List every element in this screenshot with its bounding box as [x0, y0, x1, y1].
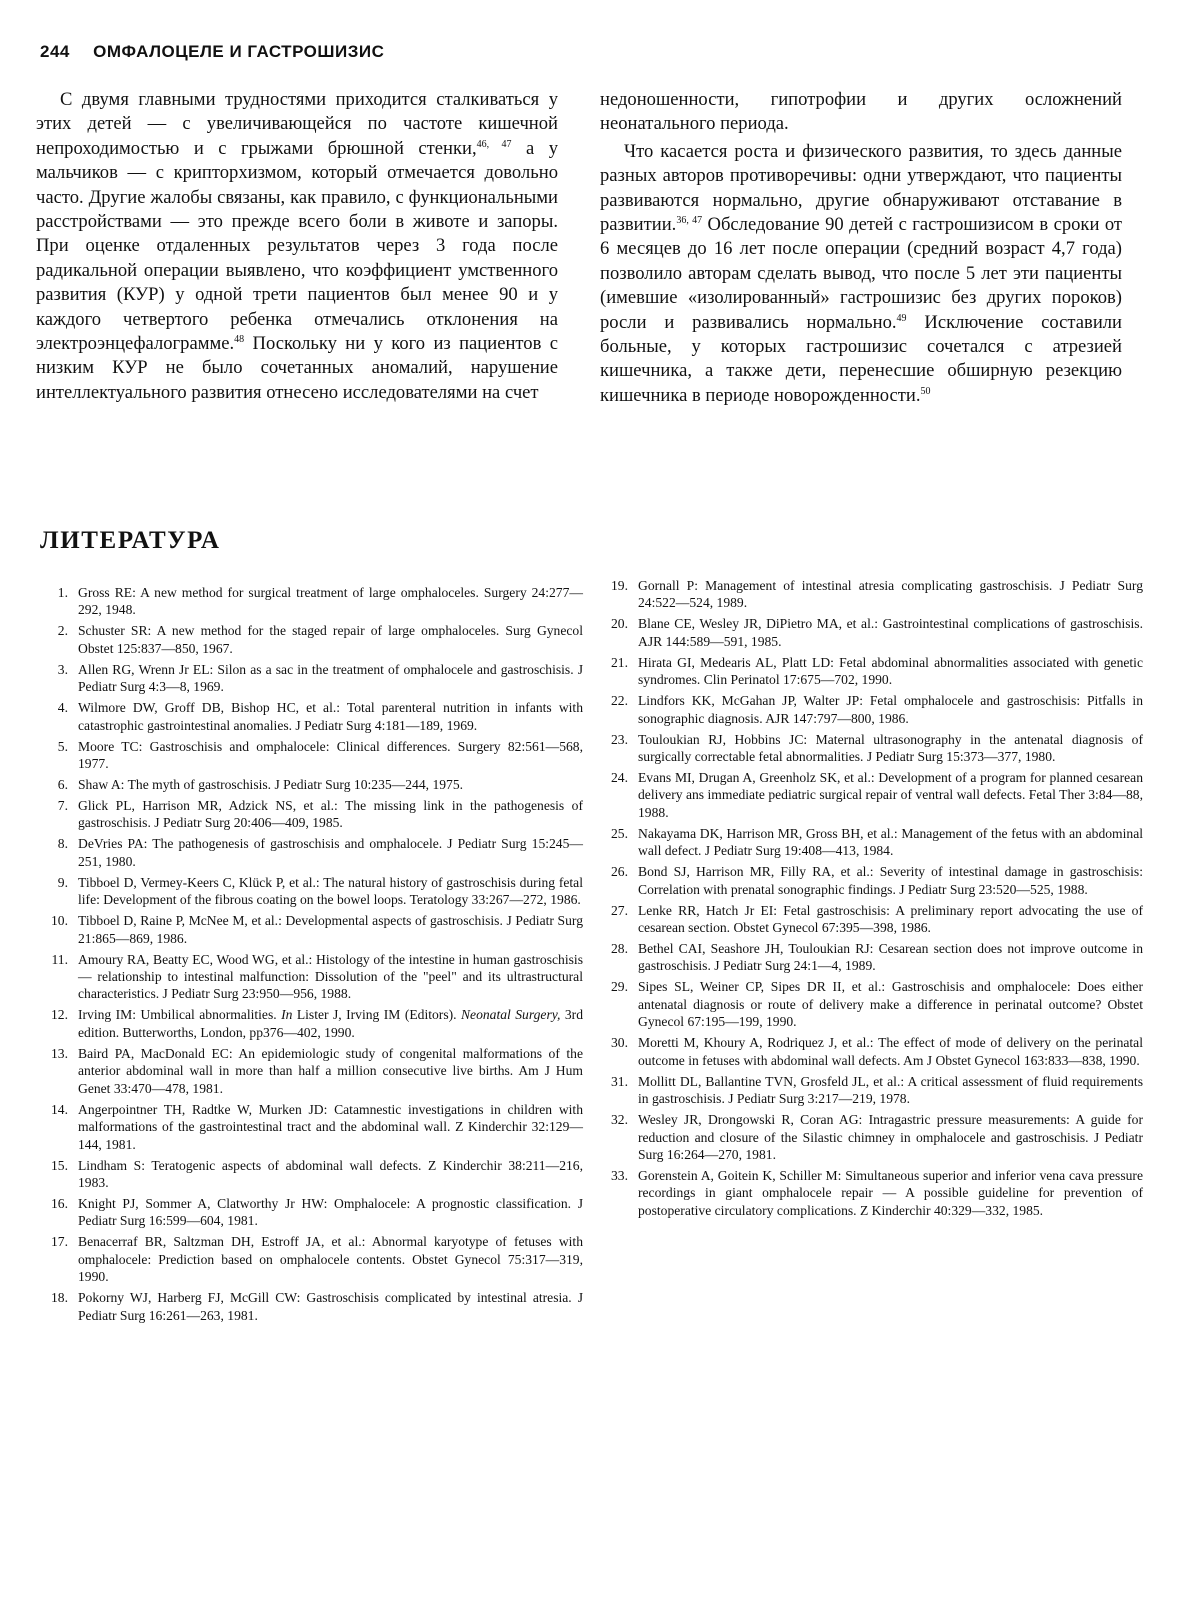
reference-item: [598, 978, 1143, 1030]
reference-number: 31.: [611, 1073, 628, 1089]
reference-number: 5.: [57, 738, 68, 754]
reference-number: 30.: [611, 1035, 628, 1051]
reference-number: 9.: [57, 874, 68, 890]
reference-item: [598, 825, 1143, 860]
reference-item: [38, 661, 583, 696]
reference-number: 23.: [611, 731, 628, 747]
body-column-right: [600, 88, 1122, 408]
reference-number: 3.: [57, 661, 68, 677]
reference-number: 27.: [611, 902, 628, 918]
reference-item: [598, 1111, 1143, 1163]
reference-text: Touloukian RJ, Hobbins JC: Maternal ultrasonography in the antenatal diagnosis of surgically correctable fetal abnormalities. J Pediatr Surg 15:373—377, 1980.: [638, 731, 1143, 765]
body-paragraph: [36, 88, 558, 405]
text-run: Исключение составили больные, у которых гастрошизис сочетался с атрезией кишечника, а также дети, перенесшие обширную резекцию кишечника в периоде новорожденности.: [600, 311, 1123, 406]
reference-number: 6.: [57, 777, 68, 793]
running-header: [40, 42, 384, 62]
citation-superscript: 36, 47: [676, 215, 703, 227]
reference-text: Lindham S: Teratogenic aspects of abdominal wall defects. Z Kinderchir 38:211—216, 1983.: [78, 1157, 583, 1190]
reference-text: Wilmore DW, Groff DB, Bishop HC, et al.: Total parenteral nutrition in infants with catastrophic gastrointestinal anomalies. J Pediatr Surg 4:181—189, 1969.: [78, 700, 583, 733]
reference-text: Angerpointner TH, Radtke W, Murken JD: Catamnestic investigations in children with malformations of the gastrointestinal tract and the abdominal wall. Z Kinderchir 32:129—144, 1981.: [78, 1101, 583, 1152]
reference-text: [78, 1006, 583, 1041]
text-run: 3rd edition. Butterworths, London, pp376—402, 1990.: [78, 1007, 583, 1040]
reference-number: 26.: [611, 864, 628, 880]
reference-item: [598, 769, 1143, 821]
reference-number: 20.: [611, 616, 628, 632]
reference-number: 21.: [611, 654, 628, 670]
section-title: ЛИТЕРАТУРА: [40, 527, 221, 554]
reference-number: 2.: [57, 623, 68, 639]
reference-text: Moretti M, Khoury A, Rodriquez J, et al.: The effect of mode of delivery on the perinatal outcome in fetuses with abdominal wall defects. Am J Obstet Gynecol 163:833—838, 1990.: [638, 1035, 1143, 1068]
reference-item: [598, 1167, 1143, 1219]
reference-item: [598, 940, 1143, 975]
reference-item: [38, 699, 583, 734]
text-run: С двумя главными трудностями приходится сталкиваться у этих детей — с увеличивающейся по частоте кишечной непроходимостью и с грыжами брюшной стенки,: [36, 89, 558, 159]
reference-item: [598, 902, 1143, 937]
reference-text: Bethel CAI, Seashore JH, Touloukian RJ: Cesarean section does not improve outcome in gastroschisis. J Pediatr Surg 24:1—4, 1989.: [638, 941, 1143, 974]
reference-number: 13.: [51, 1045, 68, 1061]
reference-text: DeVries PA: The pathogenesis of gastroschisis and omphalocele. J Pediatr Surg 15:245—251, 1980.: [78, 836, 583, 869]
citation-superscript: 46, 47: [476, 138, 512, 150]
reference-item: [38, 1233, 583, 1285]
reference-item: [38, 835, 583, 870]
reference-item: [598, 863, 1143, 898]
reference-text: Bond SJ, Harrison MR, Filly RA, et al.: Severity of intestinal damage in gastroschisis: Correlation with prenatal sonographic findings. J Pediatr Surg 23:520—525, 1988.: [638, 864, 1143, 897]
reference-number: 8.: [57, 836, 68, 852]
reference-text: Tibboel D, Raine P, McNee M, et al.: Developmental aspects of gastroschisis. J Pediatr Surg 21:865—869, 1986.: [78, 913, 583, 946]
reference-item: [598, 615, 1143, 650]
reference-item: [38, 1045, 583, 1097]
reference-item: [598, 731, 1143, 766]
reference-text: Moore TC: Gastroschisis and omphalocele: Clinical differences. Surgery 82:561—568, 1977.: [78, 738, 583, 772]
reference-text: Tibboel D, Vermey-Keers C, Klück P, et al.: The natural history of gastroschisis during fetal life: Development of the fibrous coating on the bowel loops. Teratology 33:267—272, 1986.: [78, 874, 583, 908]
reference-number: 24.: [611, 770, 628, 786]
reference-item: [598, 692, 1143, 727]
reference-list-right: [598, 577, 1143, 1223]
reference-text: Sipes SL, Weiner CP, Sipes DR II, et al.: Gastroschisis and omphalocele: Does either antenatal diagnosis or route of delivery make a difference in perinatal outcome? Obstet Gynecol 67:195—199, 1990.: [638, 979, 1143, 1030]
reference-list-left: [38, 584, 583, 1328]
reference-number: 29.: [611, 979, 628, 995]
reference-item: [38, 1101, 583, 1153]
reference-text: Evans MI, Drugan A, Greenholz SK, et al.: Development of a program for planned cesarean delivery ans immediate pediatric surgical repair of ventral wall defects. Fetal Ther 3:84—88, 1988.: [638, 770, 1143, 820]
reference-number: 7.: [57, 798, 68, 814]
reference-text: Lenke RR, Hatch Jr EI: Fetal gastroschisis: A preliminary report advocating the use of cesarean section. Obstet Gynecol 67:395—398, 1986.: [638, 902, 1143, 936]
text-run: Поскольку ни у кого из пациентов с низким КУР не было сочетанных аномалий, нарушение интеллектуального развития отнесено исследователями на счет: [36, 333, 558, 403]
reference-item: [598, 577, 1143, 612]
reference-text: Benacerraf BR, Saltzman DH, Estroff JA, et al.: Abnormal karyotype of fetuses with omphalocele: Prediction based on omphalocele contents. Obstet Gynecol 75:317—319, 1990.: [78, 1234, 583, 1285]
reference-text: Knight PJ, Sommer A, Clatworthy Jr HW: Omphalocele: A prognostic classification. J Pediatr Surg 16:599—604, 1981.: [78, 1195, 583, 1229]
citation-superscript: 48: [234, 334, 245, 346]
reference-number: 4.: [57, 700, 68, 716]
reference-item: [38, 776, 583, 793]
reference-item: [38, 738, 583, 773]
body-paragraph: [600, 88, 1122, 137]
text-run: Что касается роста и физического развития, то здесь данные разных авторов противоречивы: одни утверждают, что пациенты развиваются нормально, другие обнаруживают отставание в развитии.: [600, 140, 1122, 236]
reference-item: [38, 1195, 583, 1230]
reference-item: [598, 654, 1143, 689]
reference-number: 1.: [57, 585, 68, 600]
citation-superscript: 49: [896, 312, 907, 324]
reference-item: [38, 584, 583, 619]
reference-number: 11.: [51, 951, 68, 967]
page-number: 244: [40, 42, 70, 61]
reference-item: [598, 1073, 1143, 1108]
reference-text: Blane CE, Wesley JR, DiPietro MA, et al.: Gastrointestinal complications of gastroschisis. AJR 144:589—591, 1985.: [638, 616, 1143, 649]
reference-text: Amoury RA, Beatty EC, Wood WG, et al.: Histology of the intestine in human gastroschisis — relationship to intestinal malfunction: Dissolution of the "peel" and its ultrastructural characteristics. J Pediatr Surg 23:950—956, 1988.: [78, 951, 583, 1002]
reference-number: 17.: [51, 1234, 68, 1250]
reference-text: Wesley JR, Drongowski R, Coran AG: Intragastric pressure measurements: A guide for reduction and closure of the Silastic chimney in omphalocele and gastroschisis. J Pediatr Surg 16:264—270, 1981.: [638, 1112, 1143, 1162]
reference-number: 15.: [51, 1157, 68, 1173]
reference-item: [598, 1034, 1143, 1069]
reference-text: Gorenstein A, Goitein K, Schiller M: Simultaneous superior and inferior vena cava pressure recordings in giant omphalocele repair — A possible guideline for prevention of postoperative circulatory complications. Z Kinderchir 40:329—332, 1985.: [638, 1167, 1143, 1218]
body-paragraph: [600, 140, 1122, 408]
reference-text: Nakayama DK, Harrison MR, Gross BH, et al.: Management of the fetus with an abdominal wall defect. J Pediatr Surg 19:408—413, 1984.: [638, 825, 1143, 859]
reference-number: 22.: [611, 693, 628, 709]
text-run: а у мальчиков — с крипторхизмом, который отмечается довольно часто. Другие жалобы связаны, как правило, с функциональными расстройствами — это прежде всего боли в животе и запоры. При оценке отдаленных результатов через 3 года после радикальной операции выявлено, что коэффициент умственного развития (КУР) у одной трети пациентов был менее 90 и у каждого четвертого ребенка отмечались отклонения на электроэнцефалограмме.: [36, 137, 558, 355]
reference-item: [38, 874, 583, 909]
text-run: Irving IM: Umbilical abnormalities.: [78, 1007, 282, 1023]
reference-item: [38, 797, 583, 832]
reference-item: [38, 951, 583, 1003]
reference-text: Allen RG, Wrenn Jr EL: Silon as a sac in the treatment of omphalocele and gastroschisis. J Pediatr Surg 4:3—8, 1969.: [78, 661, 583, 695]
reference-item: [38, 912, 583, 947]
reference-item: [38, 1006, 583, 1041]
reference-text: Pokorny WJ, Harberg FJ, McGill CW: Gastroschisis complicated by intestinal atresia. J Pediatr Surg 16:261—263, 1981.: [78, 1290, 583, 1323]
reference-text: Gornall P: Management of intestinal atresia complicating gastroschisis. J Pediatr Surg 24:522—524, 1989.: [638, 578, 1143, 611]
text-run: Обследование 90 детей с гастрошизисом в сроки от 6 месяцев до 16 лет после операции (средний возраст 4,7 года) позволило авторам сделать вывод, что после 5 лет эти пациенты (имевшие «изолированный» гастрошизис без других пороков) росли и развивались нормально.: [600, 214, 1123, 333]
reference-number: 10.: [51, 913, 68, 929]
reference-number: 32.: [611, 1112, 628, 1128]
reference-text: Lindfors KK, McGahan JP, Walter JP: Fetal omphalocele and gastroschisis: Pitfalls in sonographic diagnosis. AJR 147:797—800, 1986.: [638, 693, 1143, 726]
reference-text: Hirata GI, Medearis AL, Platt LD: Fetal abdominal abnormalities associated with genetic syndromes. Clin Perinatol 17:675—702, 1990.: [638, 654, 1143, 688]
reference-text: Glick PL, Harrison MR, Adzick NS, et al.: The missing link in the pathogenesis of gastroschisis. J Pediatr Surg 20:406—409, 1985.: [78, 798, 583, 831]
reference-number: 14.: [51, 1101, 68, 1117]
body-column-left: [36, 88, 558, 405]
italic-run: In: [281, 1007, 293, 1023]
reference-item: [38, 1157, 583, 1192]
citation-superscript: 50: [920, 385, 931, 397]
text-run: Lister J, Irving IM (Editors).: [292, 1007, 461, 1023]
reference-text: Baird PA, MacDonald EC: An epidemiologic study of congenital malformations of the anterior abdominal wall in more than half a million consecutive live births. Am J Hum Genet 33:470—478, 1981.: [78, 1045, 583, 1096]
reference-item: [38, 622, 583, 657]
reference-text: Mollitt DL, Ballantine TVN, Grosfeld JL, et al.: A critical assessment of fluid requirements in gastroschisis. J Pediatr Surg 3:217—219, 1978.: [638, 1073, 1143, 1107]
reference-text: Shaw A: The myth of gastroschisis. J Pediatr Surg 10:235—244, 1975.: [78, 777, 464, 793]
reference-number: 19.: [611, 578, 628, 593]
reference-number: 18.: [51, 1290, 68, 1306]
reference-item: [38, 1289, 583, 1324]
reference-number: 16.: [51, 1195, 68, 1211]
reference-number: 28.: [611, 941, 628, 957]
reference-number: 33.: [611, 1167, 628, 1183]
reference-number: 12.: [51, 1007, 68, 1023]
italic-run: Neonatal Surgery,: [460, 1007, 561, 1023]
reference-text: Gross RE: A new method for surgical treatment of large omphaloceles. Surgery 24:277—292, 1948.: [78, 585, 583, 618]
text-run: недоношенности, гипотрофии и других осложнений неонатального периода.: [600, 89, 1122, 135]
reference-number: 25.: [611, 825, 628, 841]
running-title: ОМФАЛОЦЕЛЕ И ГАСТРОШИЗИС: [93, 42, 385, 61]
reference-text: Schuster SR: A new method for the staged repair of large omphaloceles. Surg Gynecol Obstet 125:837—850, 1967.: [78, 623, 583, 656]
